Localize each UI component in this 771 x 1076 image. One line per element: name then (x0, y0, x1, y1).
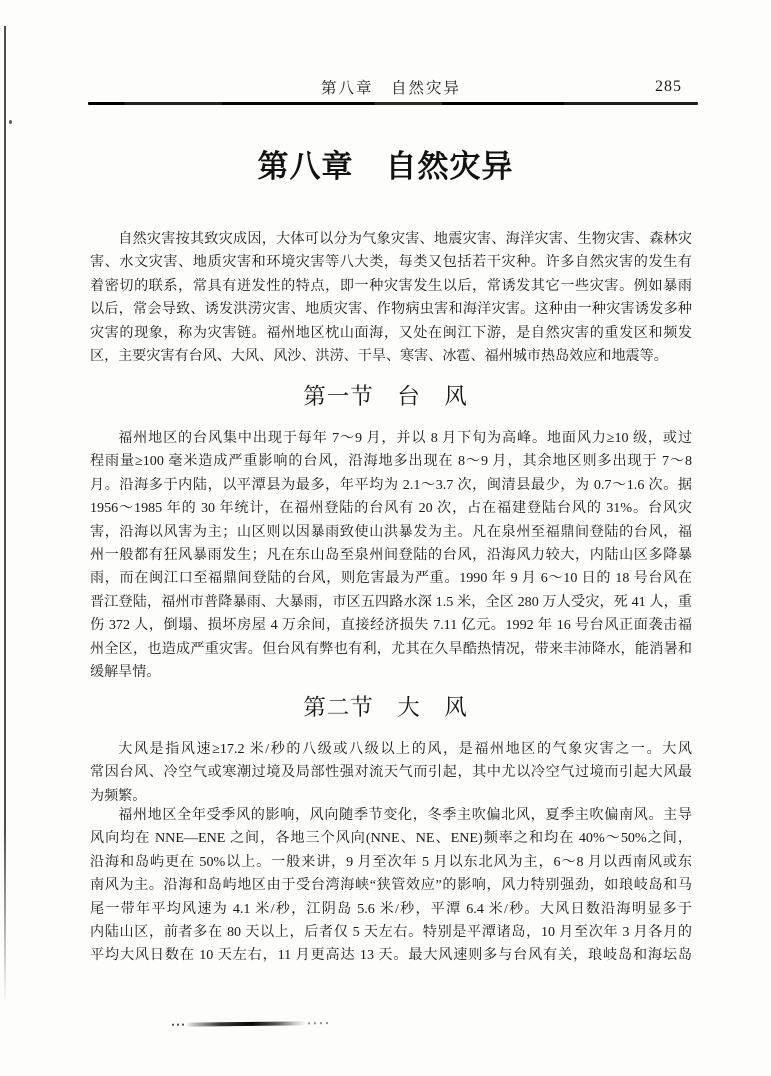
text-line: 晋江登陆，福州市普降暴雨、大暴雨，市区五四路水深 1.5 米，全区 280 万人受灾，死 41 人，重 (90, 593, 692, 610)
text-line: 平均大风日数在 10 天左右，11 月更高达 13 天。最大风速则多与台风有关，琅岐岛和海坛岛 (90, 947, 692, 964)
text-line: 灾害的现象，称为灾害链。福州地区枕山面海，又处在闽江下游，是自然灾害的重发区和频发 (90, 324, 692, 341)
text-line: 害，沿海以风害为主；山区则以因暴雨致使山洪暴发为主。凡在泉州至福鼎间登陆的台风，福 (90, 523, 692, 540)
text-line: 州一般都有狂风暴雨发生；凡在东山岛至泉州间登陆的台风，沿海风力较大，内陆山区多降暴 (90, 547, 692, 564)
text-line: 福州地区的台风集中出现于每年 7～9 月，并以 8 月下旬为高峰。地面风力≥10 级，或过 (118, 430, 692, 446)
section-2-heading: 第二节 大 风 (303, 695, 468, 720)
running-header-chapter-label: 第八章 自然灾异 (320, 80, 461, 97)
text-line: 区，主要灾害有台风、大风、风沙、洪涝、干旱、寒害、冰雹、福州城市热岛效应和地震等。 (90, 348, 668, 365)
text-line: 大风是指风速≥17.2 米/秒的八级或八级以上的风，是福州地区的气象灾害之一。大风 (118, 741, 692, 757)
text-line: 风向均在 NNE—ENE 之间，各地三个风向(NNE、NE、ENE)频率之和均在 40%～50%之间， (90, 830, 692, 847)
section-1-heading: 第一节 台 风 (303, 384, 468, 409)
section-1-paragraph (90, 427, 692, 684)
text-line: 为频繁。 (90, 787, 147, 804)
text-line: 缓解旱情。 (90, 664, 161, 681)
header-rule (88, 102, 698, 105)
text-line: 尾一带年平均风速为 4.1 米/秒，江阴岛 5.6 米/秒，平潭 6.4 米/秒。大风日数沿海明显多于 (90, 900, 692, 917)
text-line: 沿海和岛屿更在 50%以上。一般来讲，9 月至次年 5 月以东北风为主，6～8 月以西南风或东 (90, 853, 692, 870)
text-line: 州全区，也造成严重灾害。但台风有弊也有利，尤其在久旱酷热情况，带来丰沛降水，能消暑和 (90, 640, 692, 657)
text-line: 程雨量≥100 毫米造成严重影响的台风，沿海地多出现在 8～9 月，其余地区则多出现于 7～8 (90, 453, 692, 470)
intro-paragraph (90, 228, 692, 368)
section-2-paragraph-1 (90, 738, 692, 808)
text-line: 害、水文灾害、地质灾害和环境灾害等八大类，每类又包括若干灾种。许多自然灾害的发生有 (90, 254, 692, 271)
text-line: 着密切的联系，常具有迸发性的特点，即一种灾害发生以后，常诱发其它一些灾害。例如暴雨 (90, 277, 692, 294)
page-number: 285 (655, 78, 682, 95)
text-line: 自然灾害按其致灾成因，大体可以分为气象灾害、地震灾害、海洋灾害、生物灾害、森林灾 (118, 231, 692, 247)
text-line: 月。沿海多于内陆，以平潭县为最多，年平均为 2.1～3.7 次，闽清县最少，为 0.7～1.6 次。据 (90, 476, 692, 493)
section-2-paragraph-2 (90, 804, 692, 968)
chapter-title: 第八章 自然灾异 (257, 149, 514, 185)
text-line: 伤 372 人，倒塌、损坏房屋 4 万余间，直接经济损失 7.11 亿元。1992 年 16 号台风正面袭击福 (90, 617, 692, 634)
text-line: 以后，常会导致、诱发洪涝灾害、地质灾害、作物病虫害和海洋灾害。这种由一种灾害诱发多种 (90, 301, 692, 318)
running-header (90, 76, 692, 98)
text-line: 雨，而在闽江口至福鼎间登陆的台风，则危害最为严重。1990 年 9 月 6～10 日的 18 号台风在 (90, 570, 692, 587)
text-line: 南风为主。沿海和岛屿地区由于受台湾海峡“狭管效应”的影响，风力特别强劲，如琅岐岛和马 (90, 877, 692, 894)
text-line: 常因台风、冷空气或寒潮过境及局部性强对流天气而引起，其中尤以冷空气过境而引起大风最 (90, 764, 692, 781)
scan-smudge-artifact (186, 1021, 306, 1026)
text-line: 内陆山区，前者多在 80 天以上，后者仅 5 天左右。特别是平潭诸岛，10 月至次年 3 月各月的 (90, 924, 692, 941)
text-line: 1956～1985 年的 30 年统计，在福州登陆的台风有 20 次，占在福建登陆台风的 31%。台风灾 (90, 500, 692, 517)
scan-speck-artifact (9, 120, 12, 124)
text-line: 福州地区全年受季风的影响，风向随季节变化，冬季主吹偏北风，夏季主吹偏南风。主导 (118, 807, 692, 823)
